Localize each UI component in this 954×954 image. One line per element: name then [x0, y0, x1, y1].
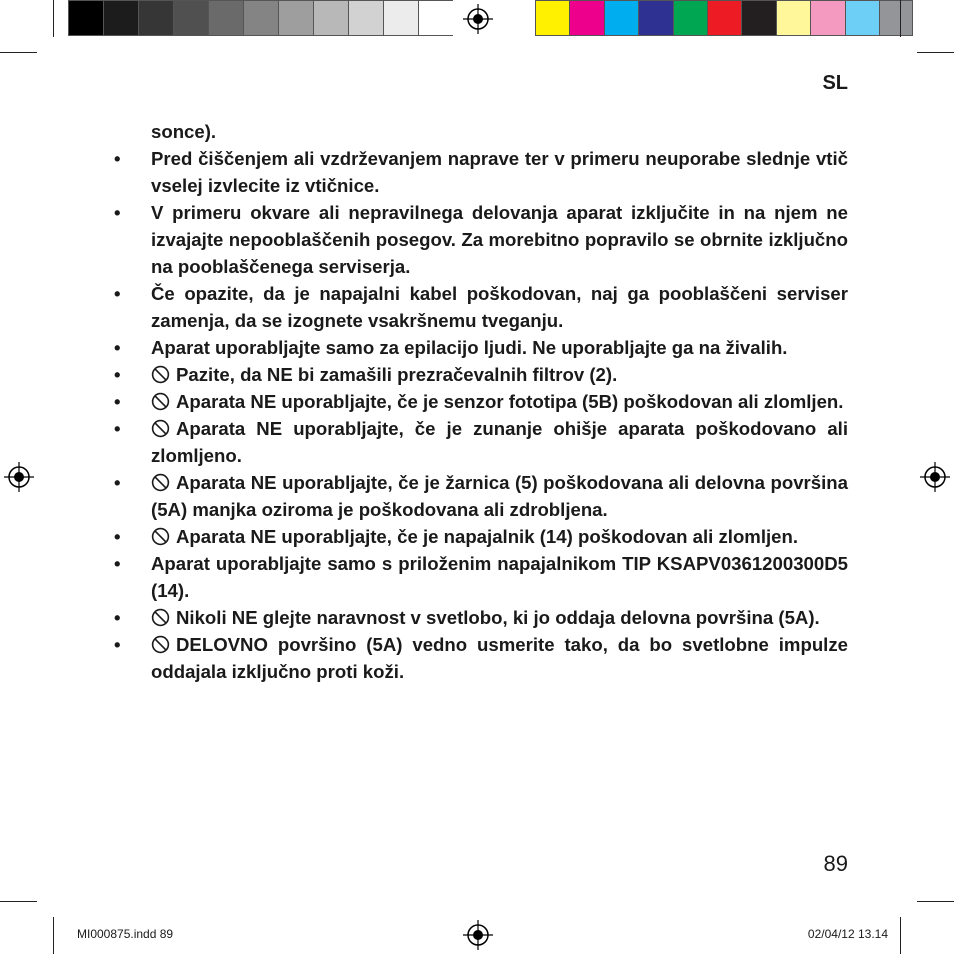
- bullet-marker: •: [114, 202, 121, 223]
- gray-swatch: [103, 0, 138, 36]
- list-item-label: Aparata NE uporabljajte, če je žarnica (5) poškodovana ali delovna površina (5A) manjka oziroma je poškodovana ali zdrobljena.: [151, 472, 848, 520]
- color-swatch: [741, 0, 775, 36]
- crop-mark-bottom-right-vertical: [900, 917, 901, 954]
- bullet-list: [104, 145, 848, 685]
- gray-swatch: [383, 0, 418, 36]
- prohibition-icon: [151, 419, 170, 438]
- list-item: [104, 469, 848, 523]
- list-item-text: [151, 469, 848, 523]
- registration-mark-left-icon: [4, 462, 34, 492]
- color-swatch: [673, 0, 707, 36]
- list-item-label: Pazite, da NE bi zamašili prezračevalnih filtrov (2).: [176, 364, 618, 385]
- list-item-text: [151, 388, 848, 415]
- list-item-label: Aparata NE uporabljajte, če je napajalnik (14) poškodovan ali zlomljen.: [176, 526, 799, 547]
- prohibition-icon: [151, 473, 170, 492]
- list-item-label: Aparat uporabljajte samo s priloženim napajalnikom TIP KSAPV0361200300D5 (14).: [151, 553, 848, 601]
- crop-mark-bottom-right-horizontal: [917, 901, 954, 902]
- crop-mark-bottom-left-vertical: [53, 917, 54, 954]
- prohibition-icon: [151, 527, 170, 546]
- list-item-label: Pred čiščenjem ali vzdrževanjem naprave ter v primeru neuporabe slednje vtič vselej izvlecite iz vtičnice.: [151, 148, 848, 196]
- color-swatch: [604, 0, 638, 36]
- color-swatch: [879, 0, 913, 36]
- list-item-label: Aparata NE uporabljajte, če je senzor fototipa (5B) poškodovan ali zlomljen.: [176, 391, 844, 412]
- list-item-text: [151, 604, 848, 631]
- bullet-marker: •: [114, 472, 121, 493]
- gray-swatch: [173, 0, 208, 36]
- bullet-marker: •: [114, 553, 121, 574]
- list-item: [104, 280, 848, 334]
- color-swatch: [776, 0, 810, 36]
- list-item-label: Aparat uporabljajte samo za epilacijo ljudi. Ne uporabljajte ga na živalih.: [151, 337, 788, 358]
- list-item-text: [151, 523, 848, 550]
- gray-swatch: [313, 0, 348, 36]
- list-item-text: [151, 145, 848, 199]
- footer-date-time: 02/04/12 13.14: [807, 927, 888, 941]
- list-item: [104, 388, 848, 415]
- color-swatch: [535, 0, 569, 36]
- list-item: [104, 199, 848, 280]
- crop-mark-top-left-vertical: [53, 0, 54, 37]
- gray-swatch: [418, 0, 453, 36]
- language-code: SL: [822, 72, 848, 94]
- bullet-marker: •: [114, 418, 121, 439]
- bullet-marker: •: [114, 607, 121, 628]
- bullet-marker: •: [114, 526, 121, 547]
- page-number: 89: [823, 851, 848, 876]
- gray-swatch: [208, 0, 243, 36]
- list-item: [104, 523, 848, 550]
- list-item: [104, 145, 848, 199]
- list-item: [104, 550, 848, 604]
- prohibition-icon: [151, 392, 170, 411]
- crop-mark-top-left-horizontal: [0, 52, 37, 53]
- prohibition-icon: [151, 365, 170, 384]
- bullet-marker: •: [114, 283, 121, 304]
- footer-file-info: MI000875.indd 89: [77, 927, 174, 941]
- list-item-label: Če opazite, da je napajalni kabel poškodovan, naj ga pooblaščeni serviser zamenja, da se izognete vsakršnemu tveganju.: [151, 283, 848, 331]
- color-swatch: [638, 0, 672, 36]
- prohibition-icon: [151, 608, 170, 627]
- gray-swatch: [68, 0, 103, 36]
- bullet-marker: •: [114, 391, 121, 412]
- list-item-label: DELOVNO površino (5A) vedno usmerite tako, da bo svetlobne impulze oddajala izključno proti koži.: [151, 634, 848, 682]
- list-item-text: [151, 199, 848, 280]
- color-swatch: [707, 0, 741, 36]
- list-item-text: [151, 334, 848, 361]
- list-item-label: Aparata NE uporabljajte, če je zunanje ohišje aparata poškodovano ali zlomljeno.: [151, 418, 848, 466]
- list-item: [104, 361, 848, 388]
- bullet-marker: •: [114, 364, 121, 385]
- list-item-text: [151, 361, 848, 388]
- color-swatch: [569, 0, 603, 36]
- list-item-text: [151, 415, 848, 469]
- list-item: [104, 334, 848, 361]
- gray-swatch: [278, 0, 313, 36]
- list-item-text: [151, 631, 848, 685]
- list-item-label: V primeru okvare ali nepravilnega delovanja aparat izključite in na njem ne izvajajte nepooblaščenih posegov. Za morebitno popravilo se obrnite izključno na pooblaščenega serviserja.: [151, 202, 848, 277]
- gray-swatch: [348, 0, 383, 36]
- registration-mark-right-icon: [920, 462, 950, 492]
- bullet-marker: •: [114, 337, 121, 358]
- color-swatch: [845, 0, 879, 36]
- list-item: [104, 604, 848, 631]
- continuation-text: sonce).: [151, 121, 217, 142]
- bullet-marker: •: [114, 634, 121, 655]
- gray-swatch: [243, 0, 278, 36]
- list-item-text: [151, 280, 848, 334]
- list-item: [104, 631, 848, 685]
- safety-instructions: [104, 118, 848, 685]
- registration-mark-bottom-icon: [463, 920, 493, 950]
- prohibition-icon: [151, 635, 170, 654]
- crop-mark-top-right-vertical: [900, 0, 901, 37]
- gray-swatch: [138, 0, 173, 36]
- registration-mark-top-icon: [463, 4, 493, 34]
- list-item-label: Nikoli NE glejte naravnost v svetlobo, ki jo oddaja delovna površina (5A).: [176, 607, 820, 628]
- list-item-text: [151, 550, 848, 604]
- crop-mark-bottom-left-horizontal: [0, 901, 37, 902]
- list-item: [104, 415, 848, 469]
- bullet-marker: •: [114, 148, 121, 169]
- crop-mark-top-right-horizontal: [917, 52, 954, 53]
- color-swatch: [810, 0, 844, 36]
